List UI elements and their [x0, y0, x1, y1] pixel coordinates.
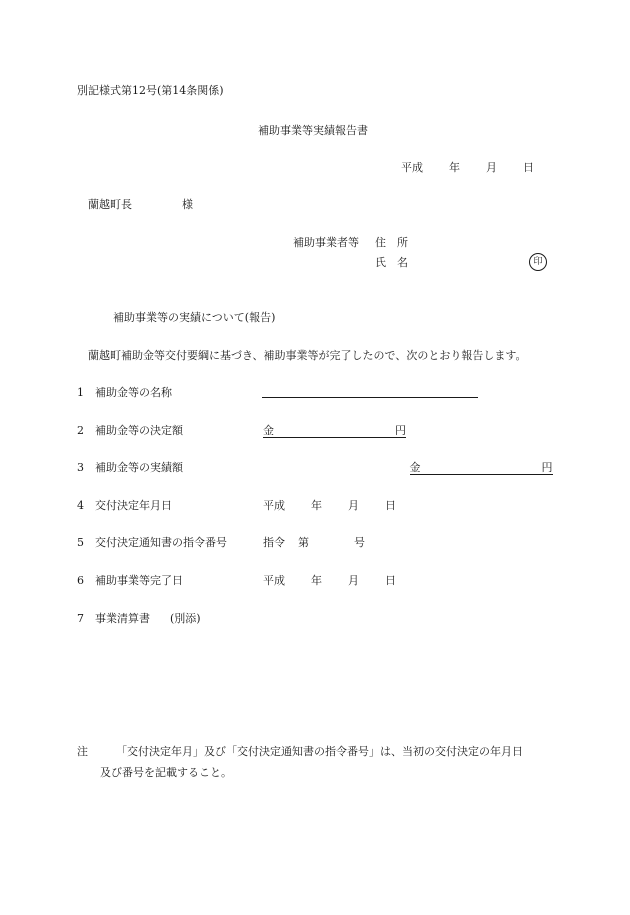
- directive-gou: 号: [354, 536, 365, 549]
- yen-unit: 円: [395, 424, 406, 437]
- document-title: 補助事業等実績報告書: [258, 124, 368, 137]
- item-label: 補助金等の実績額: [95, 461, 183, 474]
- date-era: 平成: [263, 574, 285, 587]
- date-day: 日: [385, 574, 396, 587]
- item-number: 1: [77, 386, 84, 399]
- applicant-label: 補助事業者等: [293, 236, 359, 249]
- item-label: 補助事業等完了日: [95, 574, 183, 587]
- date-month: 月: [486, 161, 497, 174]
- report-subject: 補助事業等の実績について(報告): [113, 311, 276, 324]
- grant-decision-date: [263, 499, 396, 513]
- item-number: 4: [77, 499, 84, 512]
- date-month: 月: [348, 499, 359, 512]
- date-era: 平成: [401, 161, 423, 174]
- date-year: 年: [449, 161, 460, 174]
- item-label: 補助金等の名称: [95, 386, 172, 399]
- note-text-line-1: 「交付決定年月」及び「交付決定通知書の指令番号」は、当初の交付決定の年月日: [116, 745, 523, 758]
- addressee: [88, 198, 193, 212]
- note-text-line-2: 及び番号を記載すること。: [100, 766, 232, 779]
- item-label-text: 事業清算書: [95, 612, 150, 625]
- directive-label: 指令: [263, 536, 285, 549]
- report-date: [401, 161, 534, 175]
- applicant-address-label: 住 所: [375, 236, 408, 249]
- actual-amount-field[interactable]: [410, 461, 553, 475]
- date-month: 月: [348, 574, 359, 587]
- directive-dai: 第: [298, 536, 309, 549]
- date-day: 日: [385, 499, 396, 512]
- item-number: 3: [77, 461, 84, 474]
- item-label: 交付決定通知書の指令番号: [95, 536, 227, 549]
- seal-mark-icon: 印: [529, 253, 547, 271]
- item-number: 7: [77, 612, 84, 625]
- attachment-note: (別添): [170, 612, 201, 625]
- amount-prefix: 金: [263, 424, 274, 437]
- directive-number: [263, 536, 365, 550]
- item-label: [95, 612, 201, 626]
- addressee-honorific: 様: [182, 198, 193, 211]
- decided-amount-field[interactable]: [263, 424, 406, 438]
- date-day: 日: [523, 161, 534, 174]
- item-label: 補助金等の決定額: [95, 424, 183, 437]
- note-label: 注: [77, 745, 88, 758]
- amount-prefix: 金: [409, 461, 421, 474]
- subsidy-name-field[interactable]: [262, 397, 478, 398]
- item-label: 交付決定年月日: [95, 499, 172, 512]
- date-year: 年: [311, 499, 322, 512]
- date-year: 年: [311, 574, 322, 587]
- item-number: 6: [77, 574, 84, 587]
- item-number: 2: [77, 424, 84, 437]
- addressee-name: 蘭越町長: [88, 198, 132, 211]
- completion-date: [263, 574, 396, 588]
- report-body: 蘭越町補助金等交付要綱に基づき、補助事業等が完了したので、次のとおり報告します。: [88, 349, 527, 362]
- yen-unit: 円: [541, 461, 553, 474]
- form-number-label: 別記様式第12号(第14条関係): [77, 84, 224, 97]
- item-number: 5: [77, 536, 84, 549]
- applicant-name-label: 氏 名: [375, 256, 408, 269]
- date-era: 平成: [263, 499, 285, 512]
